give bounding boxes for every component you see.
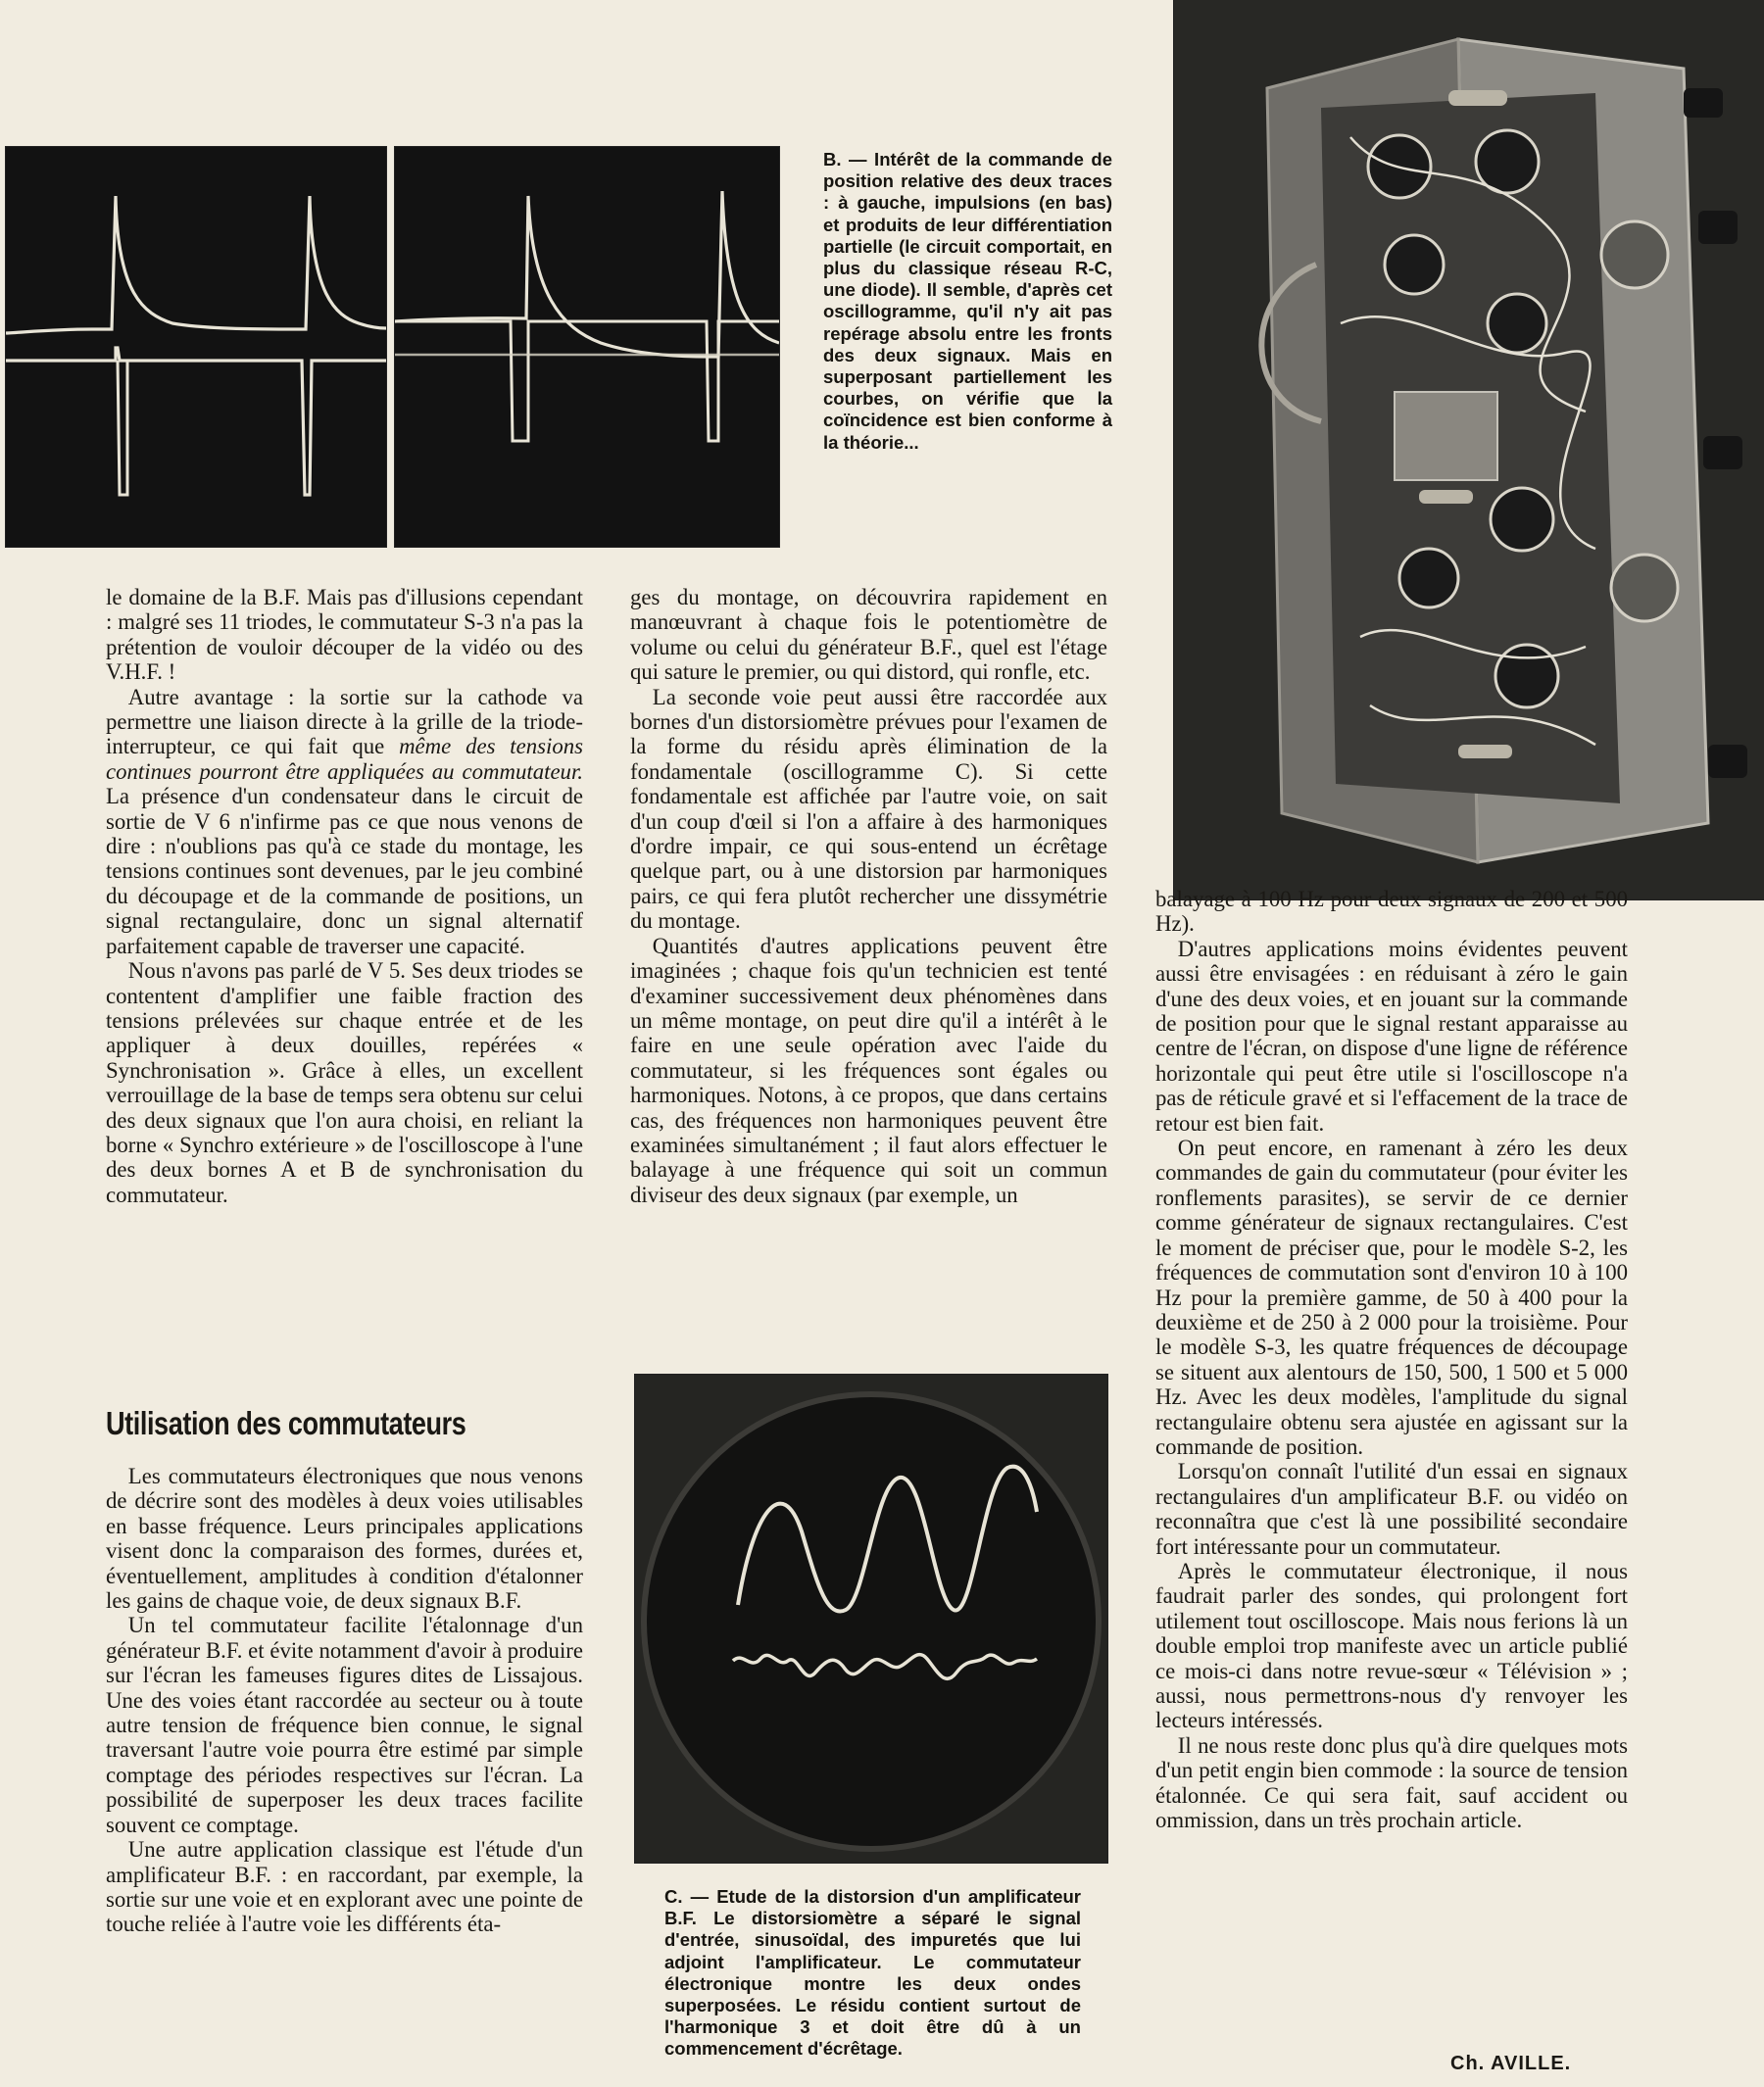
text-column-2 xyxy=(630,585,1107,1207)
col3-paragraph-5: Après le commutateur électronique, il nous faudrait parler des sondes, qui prolongent fort utilement tout oscilloscope. Mais nous ferions là un double emploi trop manifeste avec un article publié ce mois-ci dans notre revue-sœur « Télévision » ; aussi, nous permettrons-nous d'y renvoyer les lecteurs intéressés. xyxy=(1155,1558,1628,1733)
col1-paragraph-2 xyxy=(106,685,583,958)
figure-b-caption-text: B. — Intérêt de la commande de position relative des deux traces : à gauche, impulsions (en bas) et produits de leur différentiation partielle (le circuit comportait, en plus du classique réseau R-C, une diode). Il semble, d'après cet oscillogramme, qu'il n'y ait pas repérage absolu entre les fronts des deux signaux. Mais en superposant partiellement les courbes, on vérifie que la coïncidence est bien conforme à la théorie... xyxy=(823,149,1112,453)
col1-paragraph-2-text-a: Autre avantage : la sortie sur la cathode va permettre une liaison directe à la grille de la triode-interrupteur, ce qui fait que xyxy=(106,684,583,759)
oscillogram-c-trace xyxy=(635,1375,1107,1863)
col2-paragraph-3: Quantités d'autres applications peuvent être imaginées ; chaque fois qu'un technicien est tenté d'examiner successivement deux phénomènes dans un même montage, on peut dire qu'il a intérêt à le faire en une seule opération avec l'aide du commutateur, si les fréquences sont égales ou harmoniques. Notons, à ce propos, que dans certains cas, des fréquences non harmoniques peuvent être examinées simultanément ; il faut alors effectuer le balayage à une fréquence qui soit un commun diviseur des deux signaux (par exemple, un xyxy=(630,933,1107,1207)
col2-paragraph-1: ges du montage, on découvrira rapidement en manœuvrant à chaque fois le potentiomètre de volume ou celui du générateur B.F., quel est l'étage qui sature le premier, ou qui distord, qui ronfle, etc. xyxy=(630,585,1107,685)
text-column-3 xyxy=(1155,887,1628,1832)
col2-paragraph-2: La seconde voie peut aussi être raccordée aux bornes d'un distorsiomètre prévues pour l'examen de la forme du résidu après élimination de la fondamentale (oscillogramme C). Si cette fondamentale est affichée par l'autre voie, on sait d'un coup d'œil si l'on a affaire à des harmoniques d'ordre impair, ce qui sous-entend un écrêtage quelque part, ou à une distorsion par harmoniques pairs, ce qui fera plutôt rechercher une dissymétrie du montage. xyxy=(630,684,1107,934)
chassis-photo xyxy=(1174,0,1764,899)
col1-paragraph-5: Un tel commutateur facilite l'étalonnage d'un générateur B.F. et évite notamment d'avoir à produire sur l'écran les fameuses figures dites de Lissajous. Une des voies étant raccordée au secteur ou à toute autre tension de fréquence bien connue, le signal traversant l'autre voie pourra être estimé par simple comptage des périodes respectives sur l'écran. La possibilité de superposer les deux traces facilite souvent ce comptage. xyxy=(106,1613,583,1837)
oscillogram-b-right xyxy=(395,147,779,547)
oscillogram-trace-right xyxy=(395,147,779,547)
oscillogram-b-left xyxy=(6,147,386,547)
text-column-1 xyxy=(106,585,583,1207)
col3-paragraph-1: balayage à 100 Hz pour deux signaux de 200 et 500 Hz). xyxy=(1155,887,1628,937)
col3-paragraph-6: Il ne nous reste donc plus qu'à dire quelques mots d'un petit engin bien commode : la source de tension étalonnée. Ce qui sera fait, sauf accident ou ommission, dans un très prochain article. xyxy=(1155,1732,1628,1833)
col3-paragraph-4: Lorsqu'on connaît l'utilité d'un essai en signaux rectangulaires d'un amplificateur B.F. ou vidéo on reconnaîtra que c'est là une possibilité secondaire fort intéressante pour un commutateur. xyxy=(1155,1459,1628,1559)
col1-paragraph-3: Nous n'avons pas parlé de V 5. Ses deux triodes se contentent d'amplifier une faible fraction des tensions prélevées sur chaque entrée et de les appliquer à deux douilles, repérées « Synchronisation ». Grâce à elles, un excellent verrouillage de la base de temps sera obtenu sur celui des deux signaux que l'on aura choisi, en reliant la borne « Synchro extérieure » de l'oscilloscope à l'une des deux bornes A et B de synchronisation du commutateur. xyxy=(106,958,583,1207)
figure-c-caption xyxy=(664,1886,1081,2061)
col3-paragraph-2: D'autres applications moins évidentes peuvent aussi être envisagées : en réduisant à zéro le gain d'une des deux voies, et en jouant sur la commande de position pour que le signal restant apparaisse au centre de l'écran, on dispose d'une ligne de référence horizontale qui peut être utile si l'oscilloscope n'a pas de réticule gravé et si l'effacement de la trace de retour est bien fait. xyxy=(1155,936,1628,1136)
author-signature: Ch. AVILLE. xyxy=(1450,2053,1572,2074)
col1-paragraph-1: le domaine de la B.F. Mais pas d'illusions cependant : malgré ses 11 triodes, le commutateur S-3 n'a pas la prétention de vouloir découper de la vidéo ou des V.H.F. ! xyxy=(106,585,583,685)
figure-b-caption xyxy=(823,149,1112,560)
col1-paragraph-6: Une autre application classique est l'étude d'un amplificateur B.F. : en raccordant, par exemple, la sortie sur une voie et en explorant avec une pointe de touche reliée à l'autre voie les différents éta- xyxy=(106,1837,583,1937)
text-column-1-continued xyxy=(106,1464,583,1937)
section-heading: Utilisation des commutateurs xyxy=(106,1405,466,1441)
col3-paragraph-3: On peut encore, en ramenant à zéro les deux commandes de gain du commutateur (pour éviter les ronflements parasites), se servir de ce dernier comme générateur de signaux rectangulaires. C'est le moment de préciser que, pour le modèle S-2, les fréquences de commutation sont d'environ 10 à 100 Hz pour la première gamme, de 50 à 400 pour la deuxième et de 250 à 2 000 pour la troisième. Pour le modèle S-3, les quatre fréquences de découpage se situent aux alentours de 150, 500, 1 500 et 5 000 Hz. Avec les deux modèles, l'amplitude du signal rectangulaire obtenu sera ajustée en agissant sur la commande de position. xyxy=(1155,1136,1628,1459)
oscillogram-c xyxy=(635,1375,1107,1863)
oscillogram-trace-left xyxy=(6,147,386,547)
commutator-chassis-image xyxy=(1174,0,1764,899)
col1-paragraph-4: Les commutateurs électroniques que nous venons de décrire sont des modèles à deux voies utilisables en basse fréquence. Leurs principales applications visent donc la comparaison des formes, durées et, éventuellement, amplitudes à condition d'étalonner les gains de chaque voie, de deux signaux B.F. xyxy=(106,1464,583,1614)
figure-c-caption-text: C. — Etude de la distorsion d'un amplificateur B.F. Le distorsiomètre a séparé le signal d'entrée, sinusoïdal, des impuretés que lui adjoint l'amplificateur. Le commutateur électronique montre les deux ondes superposées. Le résidu contient surtout de l'harmonique 3 et doit être dû à un commencement d'écrêtage. xyxy=(664,1886,1081,2060)
col1-paragraph-2-emphasis: même des tensions continues pourront être appliquées au commutateur. xyxy=(106,734,583,784)
col1-paragraph-2-text-b: La présence d'un condensateur dans le circuit de sortie de V 6 n'infirme pas ce que nous venons de dire : n'oublions pas qu'à ce stade du montage, les tensions continues sont devenues, par le jeu combiné du découpage et de la commande de positions, un signal rectangulaire, donc un signal alternatif parfaitement capable de traverser une capacité. xyxy=(106,784,583,958)
